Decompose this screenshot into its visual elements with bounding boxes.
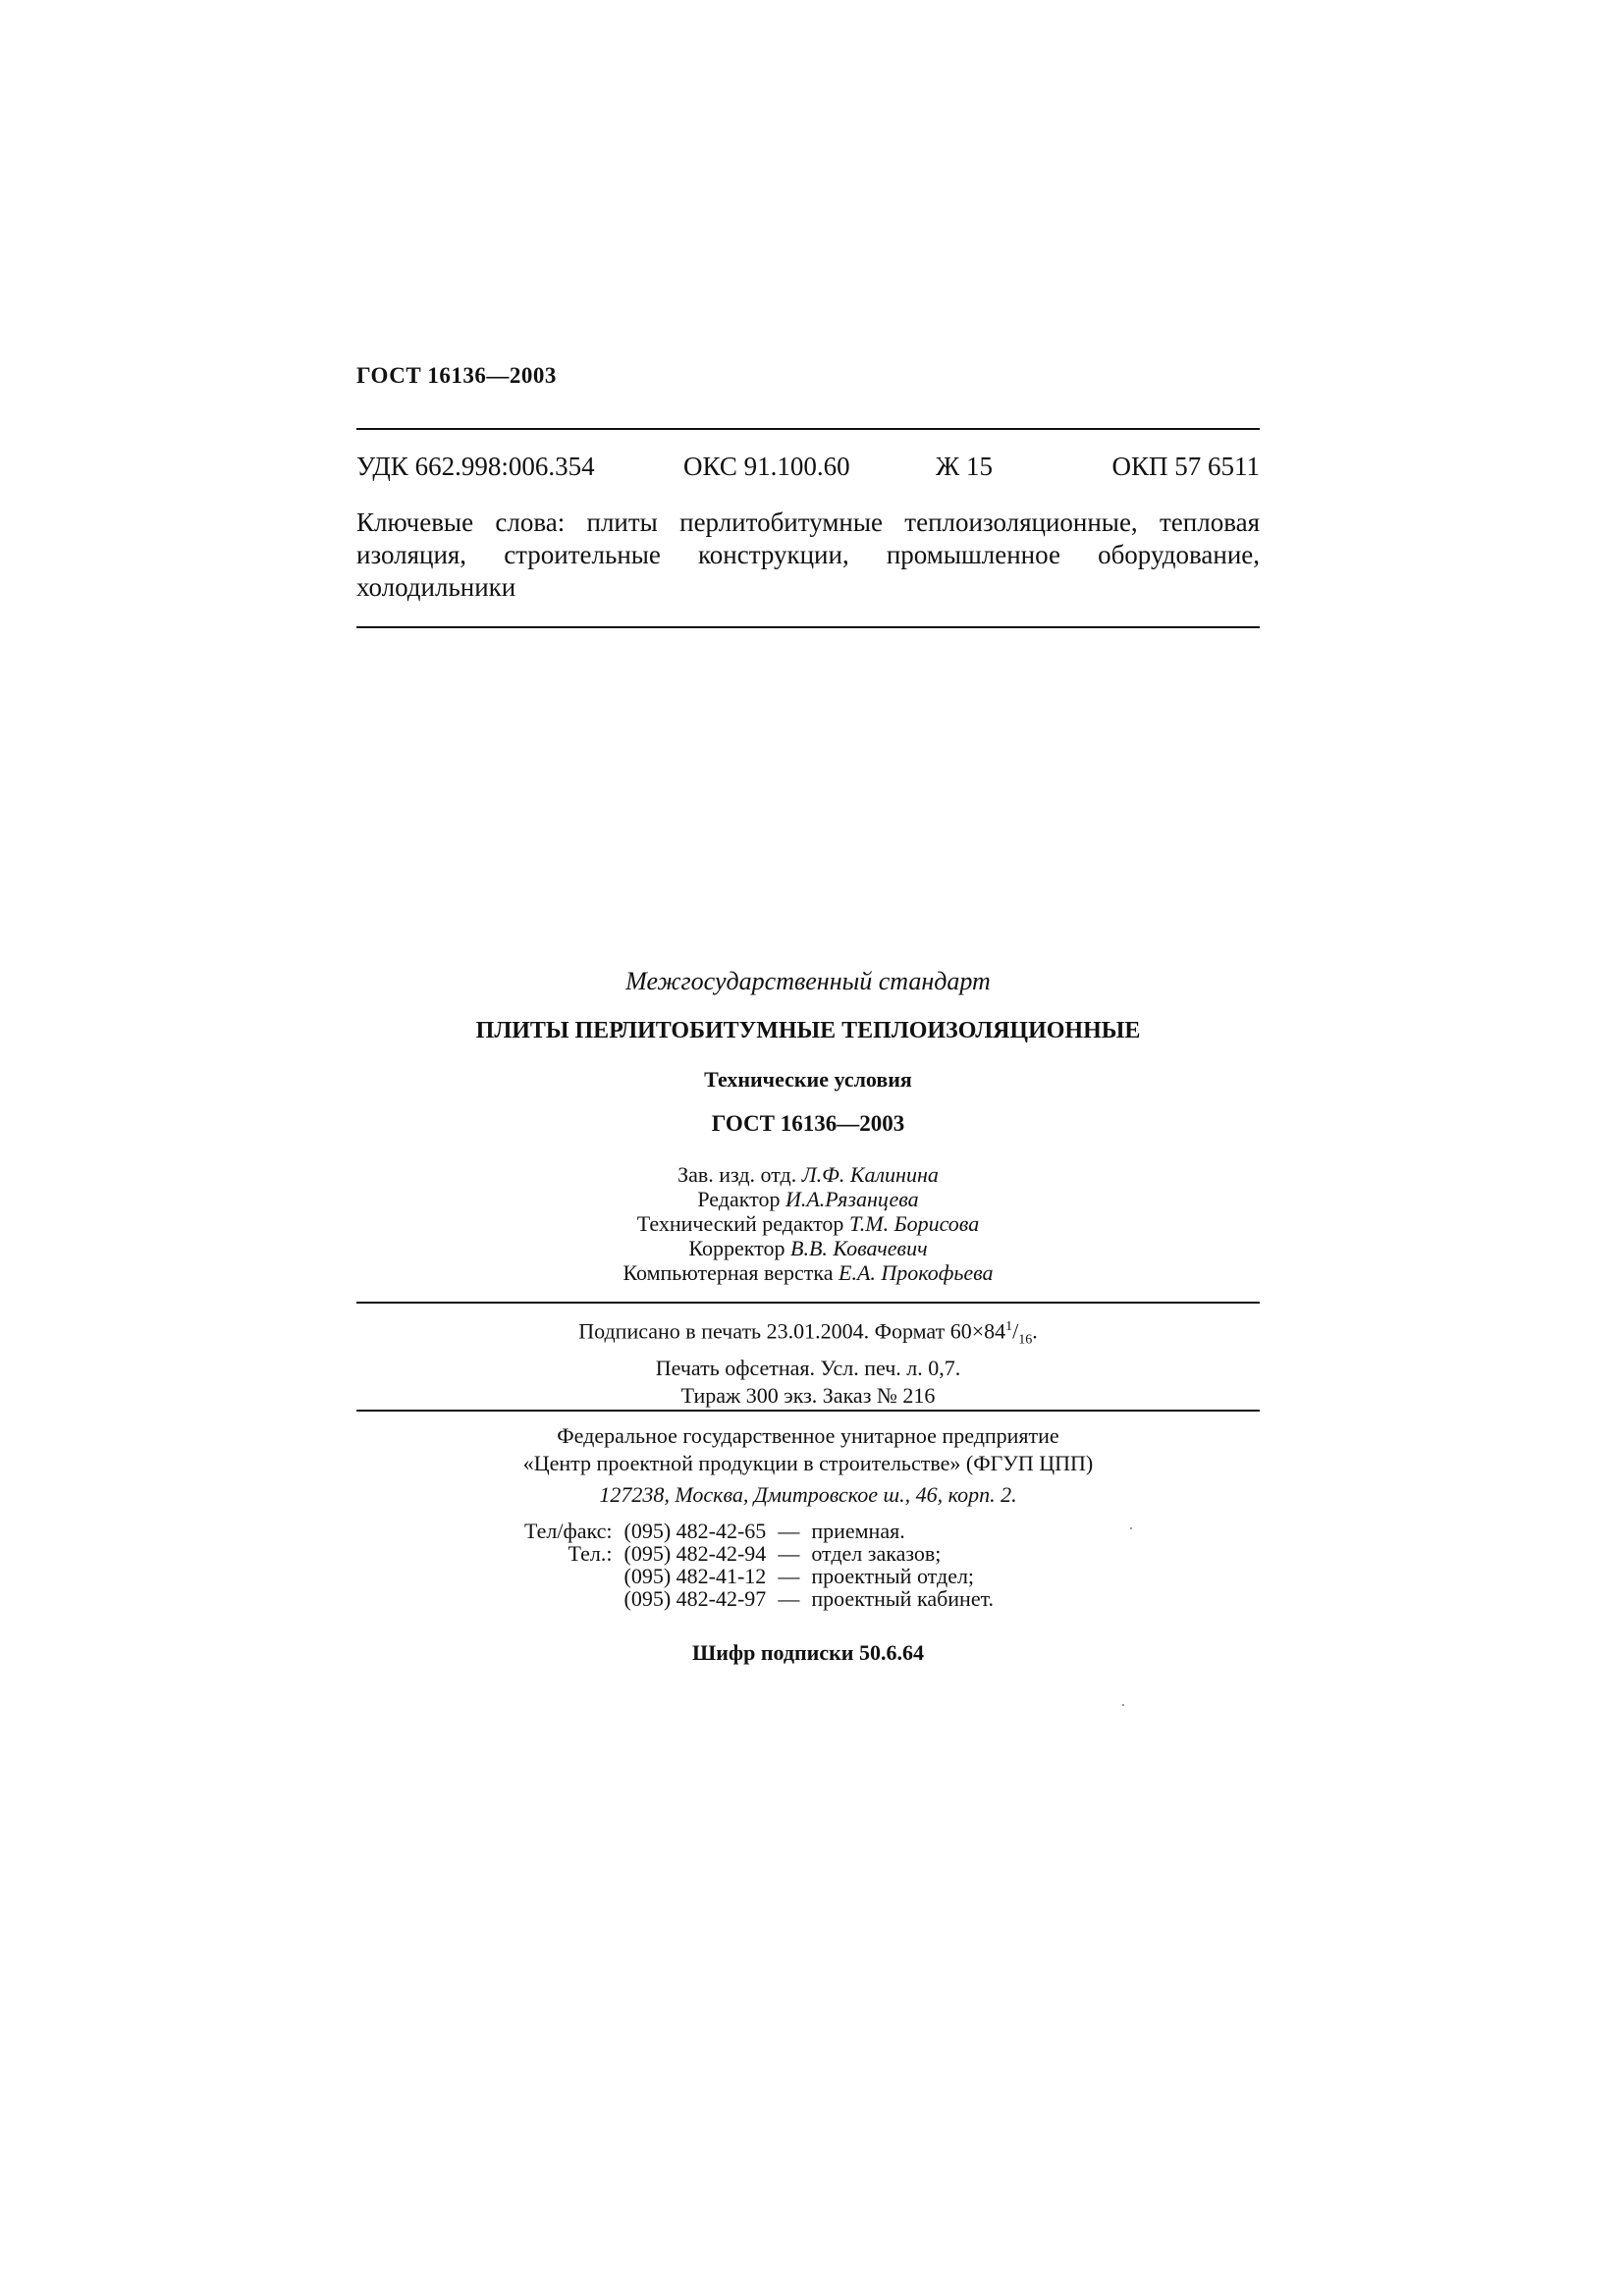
credit-row: Корректор В.В. Ковачевич [688,1236,928,1260]
okp-code: ОКП 57 6511 [1111,452,1260,481]
keywords-paragraph: Ключевые слова: плиты перлитобитумные теплоизоляционные, тепловая изоляция, строительные конструкции, промышленное оборудование, холодильники [356,507,1260,602]
publisher-address: 127238, Москва, Дмитровское ш., 46, корп. 2. [599,1482,1017,1507]
standard-subtitle: Технические условия [704,1067,912,1092]
oks-code: ОКС 91.100.60 [683,452,850,481]
print-run-line: Тираж 300 экз. Заказ № 216 [680,1382,936,1408]
divider-credits [356,1302,1260,1304]
contact-row: (095) 482-42-97 — проектный кабинет. [623,1586,995,1611]
contacts-table [518,1520,1000,1610]
udk-code: УДК 662.998:006.354 [356,452,595,481]
credit-row: Зав. изд. отд. Л.Ф. Калинина [677,1162,939,1187]
subscription-cipher: Шифр подписки 50.6.64 [692,1640,924,1665]
standard-code: ГОСТ 16136—2003 [711,1111,905,1136]
scan-speck [1122,1704,1124,1706]
print-method-line: Печать офсетная. Усл. печ. л. 0,7. [655,1355,961,1380]
credit-row: Технический редактор Т.М. Борисова [636,1211,980,1236]
publisher-line2: «Центр проектной продукции в строительстве» (ФГУП ЦПП) [522,1451,1094,1475]
print-info [356,1313,1260,1410]
contact-row: Тел/факс: (095) 482-42-65 — приемная. [524,1519,905,1543]
divider-print [356,1410,1260,1412]
divider-top [356,428,1260,430]
print-signed-line: Подписано в печать 23.01.2004. Формат $60\times 84^1/_{16}$. [578,1318,1038,1348]
divider-keywords [356,626,1260,628]
standard-kind: Межгосударственный стандарт [625,967,991,995]
header-document-code: ГОСТ 16136—2003 [356,363,557,388]
publisher-block [356,1422,1260,1509]
publisher-line1: Федеральное государственное унитарное предприятие [557,1423,1059,1448]
contact-row: (095) 482-41-12 — проектный отдел; [623,1564,975,1588]
credit-row: Редактор И.А.Рязанцева [697,1187,919,1211]
credits-block [356,1162,1260,1285]
credit-row: Компьютерная верстка Е.А. Прокофьева [623,1260,994,1285]
scan-speck [1130,1527,1132,1529]
group-code: Ж 15 [936,452,993,481]
contact-row: Тел.: (095) 482-42-94 — отдел заказов; [568,1541,942,1566]
standard-title: ПЛИТЫ ПЕРЛИТОБИТУМНЫЕ ТЕПЛОИЗОЛЯЦИОННЫЕ [475,1018,1141,1043]
